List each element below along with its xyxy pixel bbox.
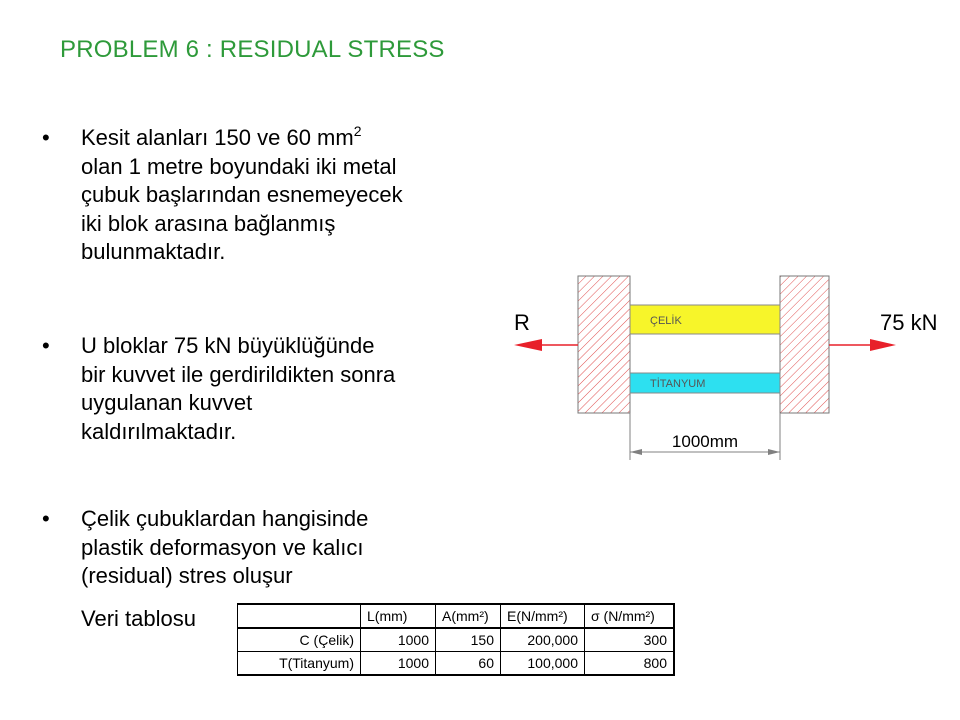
table-header-cell: L(mm): [361, 604, 436, 628]
table-header-cell: E(N/mm²): [501, 604, 585, 628]
bar-diagram: [500, 260, 960, 470]
left-fixed-block: [578, 276, 630, 413]
steel-bar-label: ÇELİK: [650, 315, 682, 327]
bullet-line: bir kuvvet ile gerdirildikten sonra: [81, 361, 396, 387]
table-cell: T(Titanyum): [238, 652, 361, 676]
bullet-line: Kesit alanları 150 ve 60 mm: [81, 125, 354, 150]
table-cell: 1000: [361, 652, 436, 676]
table-cell: 200,000: [501, 628, 585, 652]
table-caption: Veri tablosu: [81, 606, 196, 631]
table-header-cell: A(mm²): [436, 604, 501, 628]
bullet-line: iki blok arasına bağlanmış: [81, 210, 336, 236]
bullet-line: (residual) stres oluşur: [81, 563, 293, 588]
titanium-bar-label: TİTANYUM: [650, 378, 706, 390]
table-cell: 100,000: [501, 652, 585, 676]
bullet-dot: •: [42, 125, 50, 150]
bullet-line: uygulanan kuvvet: [81, 390, 253, 415]
table-cell: 300: [585, 628, 675, 652]
page-title: PROBLEM 6 : RESIDUAL STRESS: [60, 36, 445, 63]
table-cell: C (Çelik): [238, 628, 361, 652]
bullet-line: bulunmaktadır.: [81, 239, 226, 264]
dimension-label: 1000mm: [671, 432, 739, 451]
table-cell: 150: [436, 628, 501, 652]
bullet-line: Çelik çubuklardan hangisinde: [81, 506, 369, 531]
left-force-label: R: [514, 310, 530, 335]
table-header-cell: σ (N/mm²): [585, 604, 675, 628]
right-fixed-block: [780, 276, 829, 413]
left-arrow-icon: [514, 339, 542, 351]
table-row: [238, 628, 675, 652]
superscript: 2: [353, 123, 362, 139]
bullet-line: olan 1 metre boyundaki iki metal: [81, 153, 397, 179]
bullet-line: kaldırılmaktadır.: [81, 418, 237, 444]
right-force-label: 75 kN: [880, 310, 938, 335]
right-arrow-icon: [870, 339, 896, 351]
table-cell: 1000: [361, 628, 436, 652]
dimension-arrow-left-icon: [630, 449, 642, 455]
table-cell: 60: [436, 652, 501, 676]
bullet-line: U bloklar 75 kN büyüklüğünde: [81, 333, 375, 358]
bullet-line: çubuk başlarından esnemeyecek: [81, 182, 403, 207]
table-header-cell: [238, 604, 361, 628]
bullet-dot: •: [42, 506, 50, 531]
bullet-dot: •: [42, 333, 50, 358]
table-header-row: [238, 604, 675, 628]
dimension-arrow-right-icon: [768, 449, 780, 455]
table-row: [238, 652, 675, 676]
table-cell: 800: [585, 652, 675, 676]
bullet-line: plastik deformasyon ve kalıcı: [81, 534, 364, 560]
data-table: [237, 603, 675, 676]
